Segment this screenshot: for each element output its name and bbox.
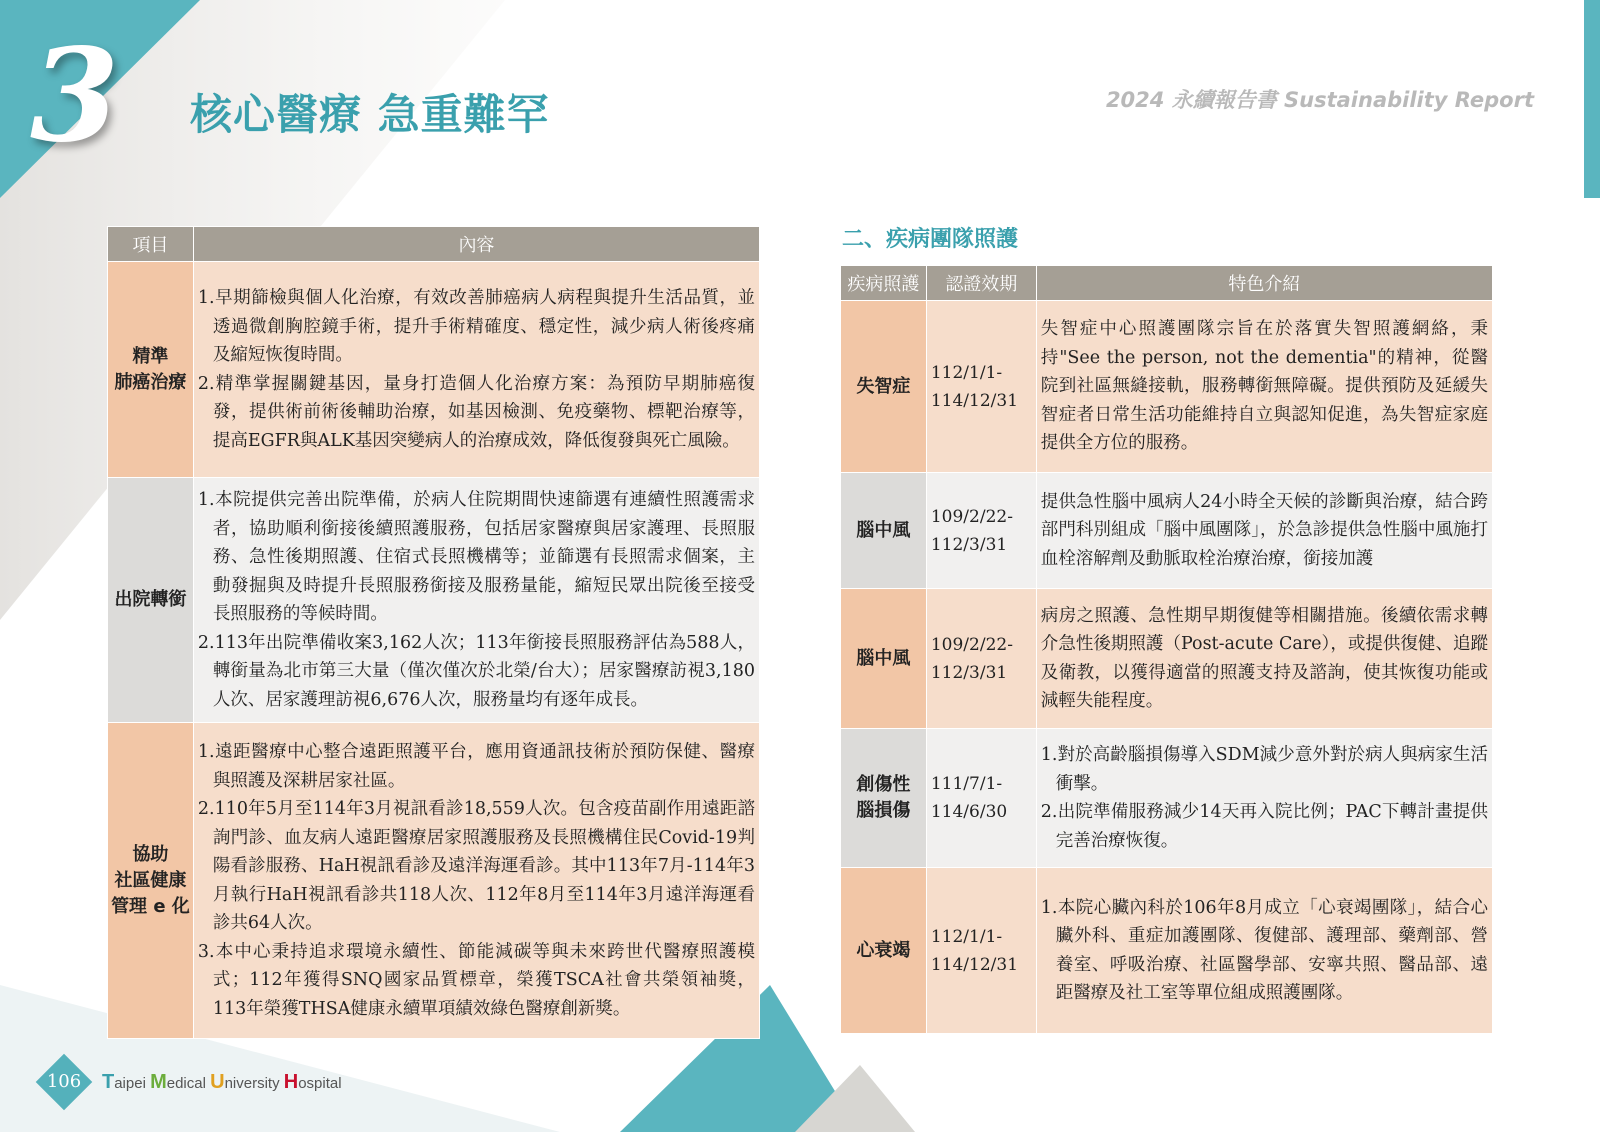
list-item: 1.早期篩檢與個人化治療，有效改善肺癌病人病程與提升生活品質，並透過微創胸腔鏡手術，提升手術精確度、穩定性，減少病人術後疼痛及縮短恢復時間。 xyxy=(197,288,755,365)
row-content xyxy=(193,723,759,1039)
list-item: 2.精準掌握關鍵基因，量身打造個人化治療方案：為預防早期肺癌復發，提供術前術後輔助治療，如基因檢測、免疫藥物、標靶治療等，提高EGFR與ALK基因突變病人的治療成效，降低復發與死亡風險。 xyxy=(197,373,755,451)
list-item: 提供急性腦中風病人24小時全天候的診斷與治療，結合跨部門科別組成「腦中風團隊」，於急診提供急性腦中風施打血栓溶解劑及動脈取栓治療治療，銜接加護 xyxy=(1040,491,1488,569)
column-header: 認證效期 xyxy=(926,266,1036,301)
table-row xyxy=(841,589,1493,729)
row-label: 腦中風 xyxy=(841,473,927,589)
column-header: 疾病照護 xyxy=(841,266,927,301)
chapter-number: 3 xyxy=(30,21,120,171)
table-row xyxy=(841,729,1493,868)
right-table xyxy=(840,265,1493,1034)
left-table xyxy=(107,226,760,1039)
list-item: 1.本院心臟內科於106年8月成立「心衰竭團隊」，結合心臟外科、重症加護團隊、復健部、護理部、藥劑部、營養室、呼吸治療、社區醫學部、安寧共照、醫品部、遠距醫療及社工室等單位組成照護團隊。 xyxy=(1040,897,1488,1003)
list-item: 1.本院提供完善出院準備，於病人住院期間快速篩選有連續性照護需求者，協助順利銜接後續照護服務，包括居家醫療與居家護理、長照服務、急性後期照護、住宿式長照機構等；並篩選有長照需求個案，主動發掘與及時提升長照服務銜接及服務量能，縮短民眾出院後至接受長照服務的等候時間。 xyxy=(197,490,755,624)
validity-period: 109/2/22- 112/3/31 xyxy=(926,473,1036,589)
row-content xyxy=(1036,589,1492,729)
row-label: 協助 社區健康 管理 e 化 xyxy=(108,723,194,1039)
row-label: 出院轉銜 xyxy=(108,478,194,723)
edge-accent-bar xyxy=(1584,0,1600,198)
table-row xyxy=(108,262,760,478)
row-label: 腦中風 xyxy=(841,589,927,729)
table-row xyxy=(841,473,1493,589)
validity-period: 112/1/1- 114/12/31 xyxy=(926,868,1036,1034)
row-content xyxy=(193,478,759,723)
page-number: 106 xyxy=(46,1071,82,1092)
validity-period: 109/2/22- 112/3/31 xyxy=(926,589,1036,729)
list-item: 失智症中心照護團隊宗旨在於落實失智照護網絡，秉持"See the person, not the dementia"的精神，從醫院到社區無縫接軌，服務轉銜無障礙。提供預防及延緩失智症者日常生活功能維持自立與認知促進，為失智症家庭提供全方位的服務。 xyxy=(1040,319,1488,454)
list-item: 1.對於高齡腦損傷導入SDM減少意外對於病人與病家生活衝擊。 xyxy=(1040,745,1488,794)
list-item: 病房之照護、急性期早期復健等相關措施。後續依需求轉介急性後期照護（Post-acute Care），或提供復健、追蹤及衛教，以獲得適當的照護支持及諮詢，使其恢復功能或減輕失能程度。 xyxy=(1040,605,1488,711)
list-item: 2.出院準備服務減少14天再入院比例；PAC下轉計畫提供完善治療恢復。 xyxy=(1040,802,1488,851)
report-title: 2024 永續報告書 Sustainability Report xyxy=(1105,88,1534,112)
table-row xyxy=(841,301,1493,473)
row-content xyxy=(1036,868,1492,1034)
row-label: 創傷性 腦損傷 xyxy=(841,729,927,868)
chapter-title: 核心醫療 急重難罕 xyxy=(190,90,550,139)
row-label: 心衰竭 xyxy=(841,868,927,1034)
column-header: 內容 xyxy=(193,227,759,262)
row-content xyxy=(1036,301,1492,473)
row-content xyxy=(1036,473,1492,589)
validity-period: 112/1/1- 114/12/31 xyxy=(926,301,1036,473)
list-item: 1.遠距醫療中心整合遠距照護平台，應用資通訊技術於預防保健、醫療與照護及深耕居家社區。 xyxy=(197,742,755,791)
row-label: 精準 肺癌治療 xyxy=(108,262,194,478)
validity-period: 111/7/1- 114/6/30 xyxy=(926,729,1036,868)
hospital-logo-text: Taipei Medical University Hospital xyxy=(102,1071,342,1093)
row-label: 失智症 xyxy=(841,301,927,473)
table-row xyxy=(841,868,1493,1034)
table-row xyxy=(108,723,760,1039)
row-content xyxy=(1036,729,1492,868)
row-content xyxy=(193,262,759,478)
list-item: 3.本中心秉持追求環境永續性、節能減碳等與未來跨世代醫療照護模式；112年獲得SNQ國家品質標章，榮獲TSCA社會共榮領袖獎，113年榮獲THSA健康永續單項績效綠色醫療創新獎。 xyxy=(197,941,755,1019)
column-header: 特色介紹 xyxy=(1036,266,1492,301)
column-header: 項目 xyxy=(108,227,194,262)
list-item: 2.110年5月至114年3月視訊看診18,559人次。包含疫苗副作用遠距諮詢門診、血友病人遠距醫療居家照護服務及長照機構住民Covid-19判陽看診服務、HaH視訊看診及遠洋海運看診。其中113年7月-114年3月執行HaH視訊看診共118人次、112年8月至114年3月遠洋海運看診共64人次。 xyxy=(197,799,755,933)
section-heading: 二、疾病團隊照護 xyxy=(842,227,1019,252)
table-row xyxy=(108,478,760,723)
list-item: 2.113年出院準備收案3,162人次；113年銜接長照服務評估為588人，轉銜量為北市第三大量（僅次僅次於北榮/台大）；居家醫療訪視3,180人次、居家護理訪視6,676人次，服務量均有逐年成長。 xyxy=(197,632,755,710)
